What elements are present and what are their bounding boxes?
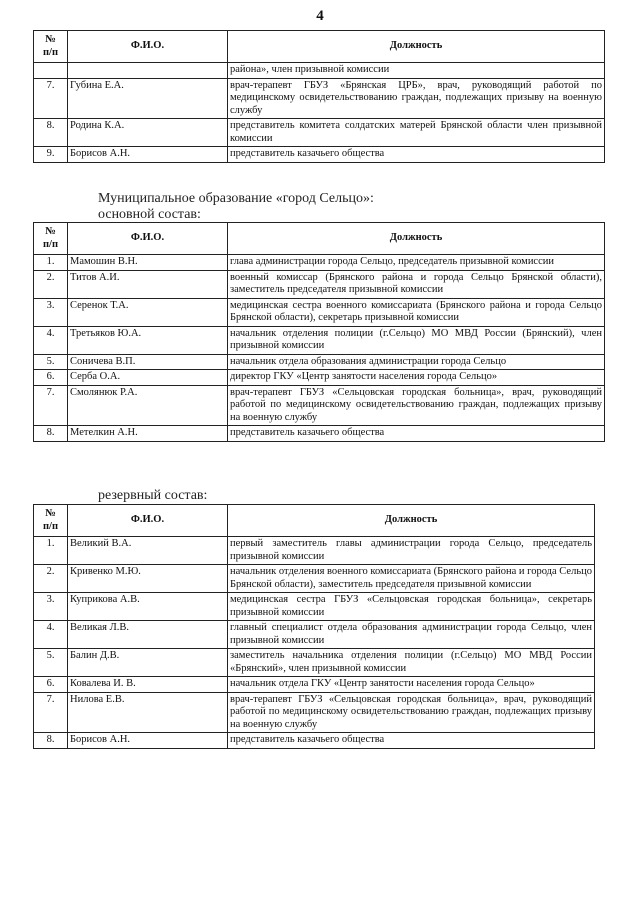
position-text: первый заместитель главы администрации города Сельцо, председатель призывной комиссии (228, 537, 595, 565)
position-text: медицинская сестра военного комиссариата (Брянского района и города Сельцо Брянской области), секретарь призывной комиссии (228, 298, 605, 326)
table-row (34, 326, 605, 354)
position-text: директор ГКУ «Центр занятости населения города Сельцо» (228, 370, 605, 386)
table-row (34, 537, 595, 565)
table-header-row (34, 223, 605, 255)
position-text: представитель казачьего общества (228, 426, 605, 442)
position-text: представитель комитета солдатских матерей Брянской области член призывной комиссии (228, 119, 605, 147)
position-text: начальник отделения полиции (г.Сельцо) МО МВД России (Брянский), член призывной комиссии (228, 326, 605, 354)
person-name: Великая Л.В. (68, 621, 228, 649)
header-fio: Ф.И.О. (68, 505, 228, 537)
table-row (34, 270, 605, 298)
header-number: № п/п (34, 31, 68, 63)
table-header-row (34, 31, 605, 63)
table-row (34, 621, 595, 649)
table-row (34, 63, 605, 79)
row-number: 8. (34, 426, 68, 442)
person-name: Серба О.А. (68, 370, 228, 386)
table-row (34, 692, 595, 733)
position-text: глава администрации города Сельцо, председатель призывной комиссии (228, 255, 605, 271)
reserve-composition-heading: резервный состав: (98, 488, 208, 503)
main-composition-table (33, 222, 605, 442)
person-name: Родина К.А. (68, 119, 228, 147)
person-name: Нилова Е.В. (68, 692, 228, 733)
row-number: 8. (34, 119, 68, 147)
person-name: Серенок Т.А. (68, 298, 228, 326)
position-text: врач-терапевт ГБУЗ «Брянская ЦРБ», врач, руководящий работой по медицинскому освидетельствованию граждан, подлежащих призыву на военную службу (228, 78, 605, 119)
table-row (34, 426, 605, 442)
person-name: Смолянюк Р.А. (68, 385, 228, 426)
row-number: 5. (34, 649, 68, 677)
reserve-composition-table (33, 504, 595, 749)
row-number: 3. (34, 298, 68, 326)
row-number: 3. (34, 593, 68, 621)
row-number: 7. (34, 385, 68, 426)
row-number: 4. (34, 621, 68, 649)
table-row (34, 354, 605, 370)
table-row (34, 733, 595, 749)
position-text: заместитель начальника отделения полиции (г.Сельцо) МО МВД России «Брянский», член призывной комиссии (228, 649, 595, 677)
page-number: 4 (316, 8, 324, 24)
header-position: Должность (228, 505, 595, 537)
position-text: начальник отдела образования администрации города Сельцо (228, 354, 605, 370)
table-row (34, 385, 605, 426)
position-text: врач-терапевт ГБУЗ «Сельцовская городская больница», врач, руководящий работой по медицинскому освидетельствованию граждан, подлежащих призыву на военную службу (228, 692, 595, 733)
row-number: 7. (34, 692, 68, 733)
table-row (34, 147, 605, 163)
person-name: Борисов А.Н. (68, 733, 228, 749)
table-row (34, 593, 595, 621)
main-composition-heading: основной состав: (98, 207, 201, 222)
table-row (34, 649, 595, 677)
header-position: Должность (228, 31, 605, 63)
row-number: 4. (34, 326, 68, 354)
person-name: Куприкова А.В. (68, 593, 228, 621)
person-name (68, 63, 228, 79)
position-text: представитель казачьего общества (228, 733, 595, 749)
position-text: главный специалист отдела образования администрации города Сельцо, член призывной комиссии (228, 621, 595, 649)
table-row (34, 677, 595, 693)
row-number (34, 63, 68, 79)
header-fio: Ф.И.О. (68, 31, 228, 63)
header-position: Должность (228, 223, 605, 255)
person-name: Кривенко М.Ю. (68, 565, 228, 593)
row-number: 8. (34, 733, 68, 749)
person-name: Великий В.А. (68, 537, 228, 565)
position-text: врач-терапевт ГБУЗ «Сельцовская городская больница», врач, руководящий работой по медицинскому освидетельствованию граждан, подлежащих призыву на военную службу (228, 385, 605, 426)
row-number: 5. (34, 354, 68, 370)
row-number: 1. (34, 255, 68, 271)
person-name: Губина Е.А. (68, 78, 228, 119)
position-text: начальник отдела ГКУ «Центр занятости населения города Сельцо» (228, 677, 595, 693)
person-name: Мамошин В.Н. (68, 255, 228, 271)
table-row (34, 565, 595, 593)
row-number: 1. (34, 537, 68, 565)
person-name: Третьяков Ю.А. (68, 326, 228, 354)
person-name: Соничева В.П. (68, 354, 228, 370)
table-row (34, 370, 605, 386)
row-number: 6. (34, 677, 68, 693)
person-name: Балин Д.В. (68, 649, 228, 677)
commission-table-continued (33, 30, 605, 163)
position-text: военный комиссар (Брянского района и города Сельцо Брянской области), заместитель председателя призывной комиссии (228, 270, 605, 298)
table-row (34, 119, 605, 147)
row-number: 2. (34, 270, 68, 298)
table-row (34, 255, 605, 271)
person-name: Титов А.И. (68, 270, 228, 298)
header-number: № п/п (34, 505, 68, 537)
table-row (34, 298, 605, 326)
position-text: начальник отделения военного комиссариата (Брянского района и города Сельцо Брянской области), заместитель председателя призывной комиссии (228, 565, 595, 593)
table-row (34, 78, 605, 119)
row-number: 9. (34, 147, 68, 163)
header-fio: Ф.И.О. (68, 223, 228, 255)
position-text: представитель казачьего общества (228, 147, 605, 163)
table-header-row (34, 505, 595, 537)
row-number: 2. (34, 565, 68, 593)
position-text: района», член призывной комиссии (228, 63, 605, 79)
municipality-heading: Муниципальное образование «город Сельцо»: (98, 191, 374, 206)
person-name: Борисов А.Н. (68, 147, 228, 163)
position-text: медицинская сестра ГБУЗ «Сельцовская городская больница», секретарь призывной комиссии (228, 593, 595, 621)
person-name: Метелкин А.Н. (68, 426, 228, 442)
person-name: Ковалева И. В. (68, 677, 228, 693)
row-number: 6. (34, 370, 68, 386)
header-number: № п/п (34, 223, 68, 255)
row-number: 7. (34, 78, 68, 119)
